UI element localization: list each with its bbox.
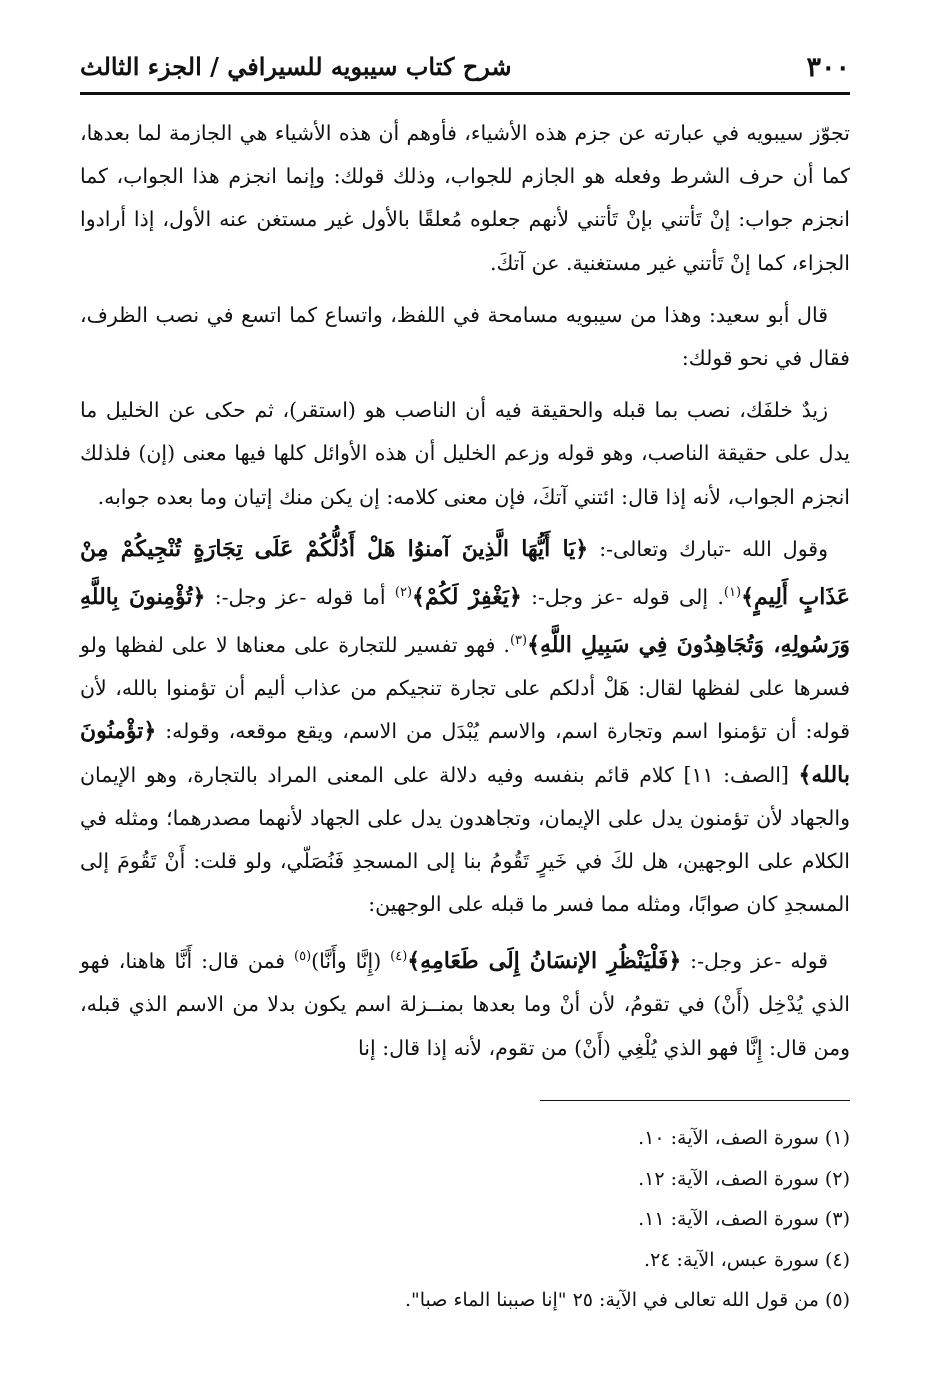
- quran-quote: ﴿يَغْفِرْ لَكُمْ﴾: [412, 583, 522, 610]
- paragraph: تجوّز سيبويه في عبارته عن جزم هذه الأشياء، فأوهم أن هذه الأشياء هي الجازمة لما بعدها، كما أن حرف الشرط وفعله هو الجازم للجواب، وذلك قولك: وإنما انجزم هذا الجواب، كما انجزم جواب: إنْ تَأتني بإنْ تَأتني لأنهم جعلوه مُعلقًا بالأول غير مستغن عنه الأول، إذا أرادوا الجزاء، كما إنْ تَأتني غير مستغنية. عن آتكَ.: [80, 121, 850, 275]
- footnote: (٢) سورة الصف، الآية: ١٢.: [638, 1167, 850, 1190]
- paragraph: زيدٌ خلفَك، نصب بما قبله والحقيقة فيه أن الناصب هو (استقر)، ثم حكى عن الخليل ما يدل على حقيقة الناصب، وهو قوله وزعم الخليل أن هذه الأوائل كلها فيها معنى (إن) فلذلك انجزم الجواب، لأنه إذا قال: ائتني آتكَ، فإن معنى كلامه: إن يكن منك إتيان وما بعده جوابه.: [80, 398, 850, 509]
- text-run: (إِنَّا وأَنَّا): [311, 949, 391, 974]
- quran-quote: ﴿تُؤْمِنونَ بِاللَّهِ وَرَسُولِهِ، وَتُجَاهِدُونَ فِي سَبِيلِ اللَّهِ﴾: [80, 583, 850, 658]
- body-text: [80, 112, 850, 1079]
- footnote-marker: (٢): [394, 585, 413, 601]
- footnote-marker: (١): [723, 585, 742, 601]
- text-run: . فهو تفسير للتجارة على معناها لا على لفظها ولو فسرها على لفظها لقال: هَلْ أدلكم على تجارة تنجيكم من عذاب أليم أن تؤمنوا بالله، لأن قوله: أن تؤمنوا اسم وتجارة اسم، والاسم يُبْدَل من الاسم، ويقع موقعه، وقوله:: [80, 632, 850, 744]
- running-title: شرح كتاب سيبويه للسيرافي / الجزء الثالث: [80, 52, 512, 81]
- footnote: (٥) من قول الله تعالى في الآية: ٢٥ "إنا صببنا الماء صبا".: [404, 1289, 850, 1311]
- page-header: [80, 48, 850, 95]
- footnote: (١) سورة الصف، الآية: ١٠.: [638, 1127, 850, 1149]
- quran-quote: ﴿يَا أَيُّهَا الَّذِينَ آمنوُا هَلْ أَدُلُّكُمْ عَلَى تِجَارَةٍ تُنْجِيكُمْ مِنْ عَذَابٍ أَلِيمٍ﴾: [80, 535, 851, 610]
- footnote-marker: (٥): [294, 949, 312, 965]
- text-run: [الصف: ١١] كلام قائم بنفسه وفيه دلالة على المعنى المراد بالتجارة، وهو الإيمان والجهاد لأن تؤمنون يدل على الإيمان، وتجاهدون يدل على الجهاد لأنهما مصدرهما؛ ومثله في الكلام على الوجهين، هل لكَ في خَيرٍ تَقُومُ بنا إلى المسجدِ فَنُصَلّي، ولو قلت: أَنْ تَقُومَ إلى المسجدِ كان صوابًا، ومثله مما فسر ما قبله على الوجهين:: [80, 762, 850, 917]
- paragraph: [80, 528, 850, 926]
- text-run: وقول الله -تبارك وتعالى-:: [588, 536, 828, 561]
- footnote-marker: (٤): [390, 949, 408, 965]
- text-run: أما قوله -عز وجل-:: [205, 584, 395, 609]
- quran-quote: ﴿فَلْيَنْظُرِ الإنسَانُ إِلَى طَعَامِهِ﴾: [407, 948, 682, 975]
- paragraph: قال أبو سعيد: وهذا من سيبويه مسامحة في اللفظ، واتساع كما اتسع في نصب الظرف، فقال في نحو قولك:: [80, 302, 850, 371]
- page-number: ٣٠٠: [806, 52, 850, 83]
- footnote-separator: [540, 1100, 850, 1101]
- footnote: (٤) سورة عبس، الآية: ٢٤.: [644, 1248, 850, 1271]
- footnote: (٣) سورة الصف، الآية: ١١.: [638, 1208, 850, 1230]
- footnotes: [80, 1118, 850, 1321]
- quran-quote: ﴿تؤْمنُونَ بالله﴾: [80, 718, 850, 788]
- text-run: . إلى قوله -عز وجل-:: [521, 584, 724, 609]
- paragraph: [80, 935, 850, 1069]
- footnote-marker: (٣): [509, 633, 528, 649]
- text-run: قوله -عز وجل-:: [681, 949, 829, 974]
- text-run: فمن قال: أَنَّا هاهنا، فهو الذي يُدْخِل (أَنْ) في تقومُ، لأن أنْ وما بعدها بمنــزلة اسم يكون بدلا من الاسم الذي قبله، ومن قال: إِنَّا فهو الذي يُلْغِي (أَنْ) من تقوم، لأنه إذا قال: إنا: [80, 949, 850, 1060]
